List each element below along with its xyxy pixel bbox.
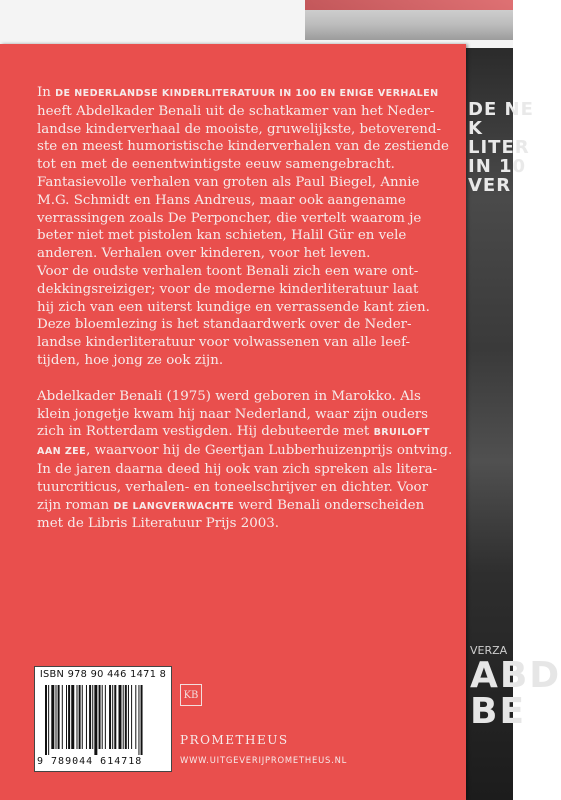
barcode-bar xyxy=(128,685,129,749)
isbn-number: ISBN 978 90 446 1471 8 xyxy=(39,669,167,680)
blurb-line: klein jongetje kwam hij naar Nederland, waar zijn ouders xyxy=(37,406,429,422)
blurb-line: landse kinderverhaal de mooiste, gruwelijkste, betoverend- xyxy=(37,121,441,137)
barcode-bar xyxy=(79,685,81,749)
blurb-line: hij zich van een uiterst kundige en verrassende kant zien. xyxy=(37,299,430,315)
barcode-bar xyxy=(114,685,116,749)
back-book-title-line: DE NE xyxy=(468,99,534,120)
barcode-bar xyxy=(125,685,127,749)
barcode-bar xyxy=(62,685,63,749)
barcode-bar xyxy=(131,685,132,749)
blurb-line: ste en meest humoristische kinderverhalen van de zestiende xyxy=(37,139,449,155)
blurb-line: zich in Rotterdam vestigden. Hij debuteerde met BRUILOFT xyxy=(37,424,430,440)
back-book-author xyxy=(470,655,561,732)
barcode-box xyxy=(34,666,172,772)
barcode-bar xyxy=(86,685,87,749)
blurb-line: heeft Abdelkader Benali uit de schatkamer van het Neder- xyxy=(37,103,435,119)
blurb-text xyxy=(37,84,457,533)
barcode-bar xyxy=(58,685,60,749)
barcode-bar xyxy=(51,685,54,749)
barcode-bar xyxy=(138,685,139,755)
back-book-title-line: IN 10 xyxy=(468,156,527,177)
barcode-bar xyxy=(77,685,78,749)
barcode-icon xyxy=(45,685,163,755)
title-smallcaps: AAN ZEE xyxy=(37,446,87,458)
barcode-bar xyxy=(135,685,136,749)
title-smallcaps: BRUILOFT xyxy=(373,427,430,439)
back-book-subtitle: VERZA xyxy=(470,644,508,657)
blurb-line: zijn roman DE LANGVERWACHTE werd Benali onderscheiden xyxy=(37,497,425,513)
back-book-author-line: ABD xyxy=(470,655,561,696)
blurb-line: anderen. Verhalen over kinderen, voor het leven. xyxy=(37,246,371,262)
blurb-paragraph-summary xyxy=(37,84,457,370)
publisher-url: WWW.UITGEVERIJPROMETHEUS.NL xyxy=(180,755,348,765)
blurb-line: tot en met de eenentwintigste eeuw samengebracht. xyxy=(37,157,395,173)
barcode-bar xyxy=(66,685,67,749)
blurb-line: Voor de oudste verhalen toont Benali zich een ware ont- xyxy=(37,263,419,279)
back-book-author-line: BE xyxy=(470,691,527,732)
blurb-line: Fantasievolle verhalen van groten als Paul Biegel, Annie xyxy=(37,174,420,190)
barcode-bar xyxy=(141,685,143,755)
blurb-line: met de Libris Literatuur Prijs 2003. xyxy=(37,516,280,532)
blurb-line: M.G. Schmidt en Hans Andreus, maar ook aangename xyxy=(37,192,406,208)
barcode-bar xyxy=(92,685,93,749)
barcode-bar xyxy=(56,685,57,749)
barcode-digits: 9 789044 614718 xyxy=(37,756,143,767)
barcode-bar xyxy=(109,685,111,749)
barcode-bar xyxy=(119,685,122,749)
blurb-line: tuurcriticus, verhalen- en toneelschrijver en dichter. Voor xyxy=(37,479,428,495)
barcode-bar xyxy=(71,685,74,749)
barcode-bar xyxy=(89,685,91,749)
blurb-line: In de jaren daarna deed hij ook van zich spreken als litera- xyxy=(37,461,438,477)
barcode-bar xyxy=(112,685,113,749)
barcode-bar xyxy=(99,685,101,749)
kb-logo: KB xyxy=(180,684,202,706)
back-book-title-line: LITER xyxy=(468,137,530,158)
publisher-logo: PROMETHEUS xyxy=(180,733,289,747)
title-smallcaps: DE LANGVERWACHTE xyxy=(113,500,235,512)
barcode-bar xyxy=(123,685,124,749)
barcode-bar xyxy=(105,685,106,749)
blurb-line: verrassingen zoals De Perponcher, die vertelt waarom je xyxy=(37,210,422,226)
barcode-bar xyxy=(82,685,83,749)
blurb-line: beter niet met pistolen kan schieten, Halil Gür en vele xyxy=(37,228,407,244)
blurb-paragraph-author-bio xyxy=(37,388,457,533)
back-book-top-edge xyxy=(305,0,513,10)
barcode-bar xyxy=(45,685,47,755)
blurb-line: dekkingsreiziger; voor de moderne kinderliteratuur laat xyxy=(37,281,419,297)
blurb-line: Abdelkader Benali (1975) werd geboren in Marokko. Als xyxy=(37,388,421,404)
blurb-line: tijden, hoe jong ze ook zijn. xyxy=(37,352,224,368)
blurb-line: landse kinderliteratuur voor volwassenen van alle leef- xyxy=(37,335,411,351)
barcode-bar xyxy=(102,685,103,749)
back-book-title xyxy=(468,99,534,196)
back-book-title-line: VER xyxy=(468,175,512,196)
blurb-line: Deze bloemlezing is het standaardwerk over de Neder- xyxy=(37,317,412,333)
title-smallcaps: DE NEDERLANDSE KINDERLITERATUUR IN 100 EN ENIGE VERHALEN xyxy=(55,88,439,99)
blurb-line: AAN ZEE, waarvoor hij de Geertjan Lubberhuizenprijs ontving. xyxy=(37,443,453,459)
barcode-bar xyxy=(48,685,49,755)
back-book-title-line: K xyxy=(468,118,483,139)
barcode-bar xyxy=(94,685,97,755)
blurb-line: In DE NEDERLANDSE KINDERLITERATUUR IN 100 EN ENIGE VERHALEN xyxy=(37,85,439,100)
barcode-bar xyxy=(68,685,70,749)
